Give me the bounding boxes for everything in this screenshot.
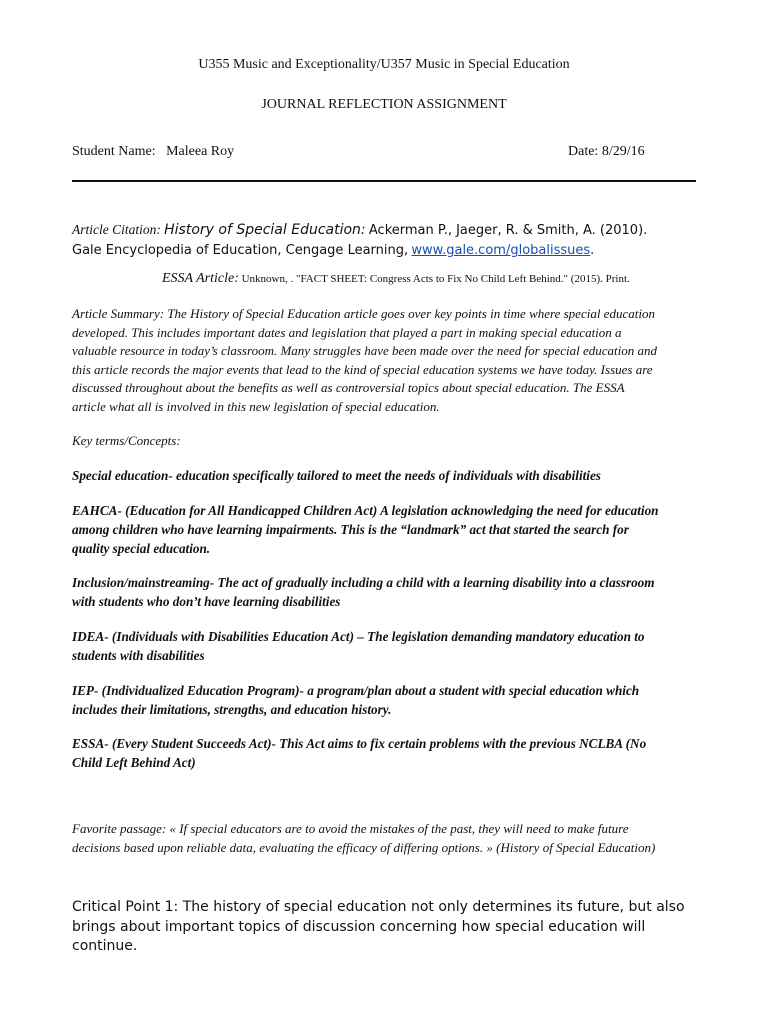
key-term [72,501,696,558]
course-title: U355 Music and Exceptionality/U357 Music in Special Education [198,57,570,72]
date-value: 8/29/16 [601,144,645,159]
key-term-line: students with disabilities [72,648,205,663]
key-term-line: IDEA- (Individuals with Disabilities Education Act) – The legislation demanding mandatory education to [72,629,645,644]
key-term-line: with students who don’t have learning disabilities [72,594,341,609]
citation-authors: Ackerman P., Jaeger, R. & Smith, A. (2010). [368,223,648,238]
key-term-line: ESSA- (Every Student Succeeds Act)- This Act aims to fix certain problems with the previous NCLBA (No [72,736,647,751]
article-citation [72,220,696,260]
critical-line: continue. [72,938,138,954]
key-term [72,466,696,485]
citation-label: Article Citation: [72,222,161,237]
favorite-passage [72,820,696,857]
key-term [72,627,696,665]
article-summary [72,305,696,417]
date-label: Date: [568,144,599,159]
essa-citation [162,271,630,287]
citation-end: . [590,243,595,258]
favorite-line: decisions based upon reliable data, evaluating the efficacy of differing options. » (History of Special Education) [72,839,656,855]
key-term-line: includes their limitations, strengths, and education history. [72,702,392,717]
summary-line: The History of Special Education article goes over key points in time where special education [167,306,655,321]
key-term-line: EAHCA- (Education for All Handicapped Children Act) A legislation acknowledging the need for education [72,503,659,518]
essa-label: ESSA Article: [162,271,239,286]
essa-text: Unknown, . "FACT SHEET: Congress Acts to Fix No Child Left Behind." (2015). Print. [241,273,630,285]
citation-publisher: Gale Encyclopedia of Education, Cengage Learning, [72,243,409,258]
citation-title: History of Special Education: [164,222,366,238]
student-name-label: Student Name: [72,144,156,159]
summary-label: Article Summary: [72,306,165,321]
student-name-line [72,144,234,160]
citation-link[interactable]: www.gale.com/globalissues [411,243,591,258]
key-term-line: among children who have learning impairments. This is the “landmark” act that started the search for [72,522,629,537]
key-term [72,573,696,611]
header-divider [72,180,696,182]
critical-point [72,898,696,957]
key-term-line: Special education- education specifically tailored to meet the needs of individuals with disabilities [72,468,601,483]
key-term [72,681,696,719]
key-terms-heading: Key terms/Concepts: [72,433,181,448]
key-term-line: Child Left Behind Act) [72,755,196,770]
key-term-line: Inclusion/mainstreaming- The act of gradually including a child with a learning disability into a classroom [72,575,655,590]
favorite-line: Favorite passage: « If special educators are to avoid the mistakes of the past, they will need to make future [72,821,629,836]
summary-line: discussed throughout about the benefits as well as controversial topics about special education. The ESSA [72,380,625,396]
date-line [568,144,645,160]
key-term [72,734,696,772]
summary-line: developed. This includes important dates and legislation that played a part in making special education a [72,324,622,340]
critical-line: Critical Point 1: The history of special education not only determines its future, but also [72,899,685,915]
key-term-line: IEP- (Individualized Education Program)- a program/plan about a student with special education which [72,683,640,698]
summary-line: valuable resource in today’s classroom. Many struggles have been made over the need for special education and [72,343,657,359]
assignment-title: JOURNAL REFLECTION ASSIGNMENT [261,97,507,112]
summary-line: article what all is involved in this new legislation of special education. [72,398,440,414]
critical-line: brings about important topics of discussion concerning how special education will [72,918,646,935]
student-name: Maleea Roy [166,144,235,159]
key-term-line: quality special education. [72,541,211,556]
summary-line: this article records the major events that lead to the kind of special education systems we have today. Issues are [72,361,653,377]
